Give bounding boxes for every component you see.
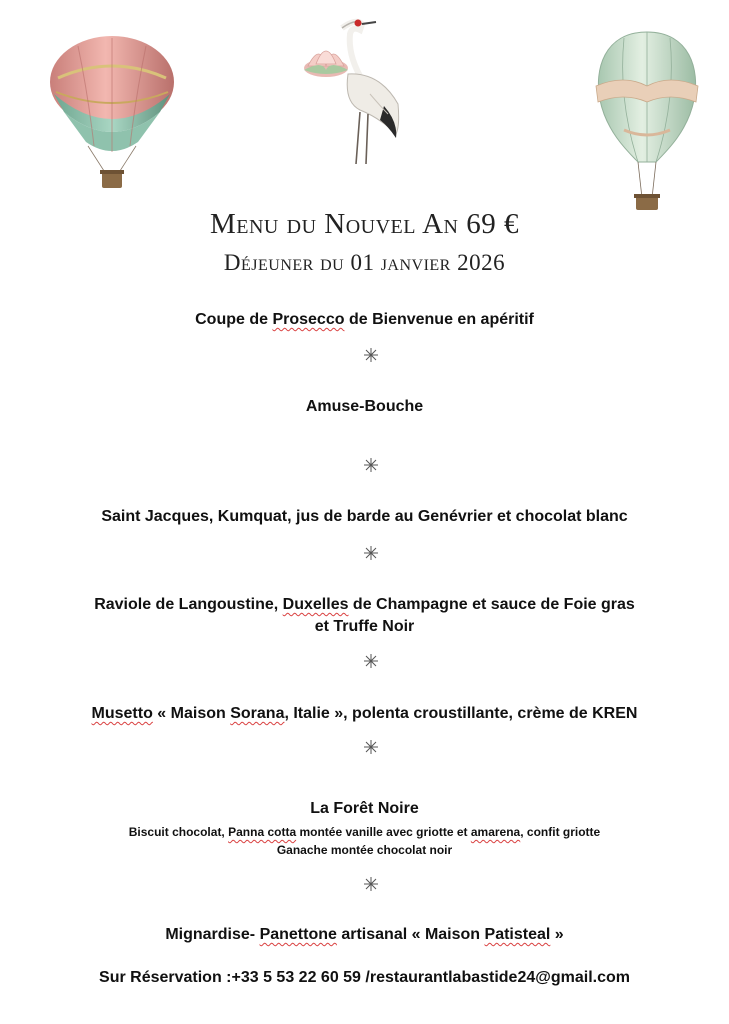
- hot-air-balloon-right-illustration: [594, 30, 700, 214]
- star-divider-icon: [364, 877, 378, 891]
- spellcheck-word: amarena: [470, 825, 521, 839]
- spellcheck-word: Panettone: [259, 926, 337, 943]
- dessert-title: La Forêt Noire: [310, 800, 419, 817]
- spellcheck-word: Prosecco: [272, 311, 345, 328]
- course-musetto: Musetto « Maison Sorana, Italie », polenta croustillante, crème de KREN: [91, 705, 638, 722]
- course-raviole: Raviole de Langoustine, Duxelles de Champagne et sauce de Foie gras et Truffe Noir: [94, 596, 635, 635]
- menu-subtitle: Déjeuner du 01 janvier 2026: [223, 250, 506, 275]
- spellcheck-word: Musetto: [91, 705, 153, 722]
- star-divider-icon: [364, 654, 378, 668]
- menu-title: Menu du Nouvel An 69 €: [209, 208, 520, 240]
- spellcheck-word: Sorana: [230, 705, 285, 722]
- dessert-description-1: Biscuit chocolat, Panna cotta montée vanille avec griotte et amarena, confit griotte: [128, 825, 601, 839]
- star-divider-icon: [364, 458, 378, 472]
- course-saint-jacques: Saint Jacques, Kumquat, jus de barde au Genévrier et chocolat blanc: [101, 508, 628, 525]
- amuse-bouche-line: Amuse-Bouche: [305, 398, 424, 415]
- spellcheck-word: Duxelles: [282, 596, 349, 613]
- star-divider-icon: [364, 348, 378, 362]
- dessert-description-2: Ganache montée chocolat noir: [276, 843, 453, 857]
- spellcheck-word: Patisteal: [484, 926, 551, 943]
- aperitif-line: Coupe de Prosecco de Bienvenue en apéritif: [195, 311, 534, 328]
- spellcheck-word: Panna cotta: [228, 825, 297, 839]
- mignardise-line: Mignardise- Panettone artisanal « Maison Patisteal »: [165, 926, 564, 943]
- star-divider-icon: [364, 740, 378, 754]
- reservation-contact: Sur Réservation :+33 5 53 22 60 59 /restaurantlabastide24@gmail.com: [99, 969, 630, 986]
- crane-with-lotus-illustration: [300, 14, 404, 170]
- hot-air-balloon-left-illustration: [48, 34, 178, 196]
- star-divider-icon: [364, 546, 378, 560]
